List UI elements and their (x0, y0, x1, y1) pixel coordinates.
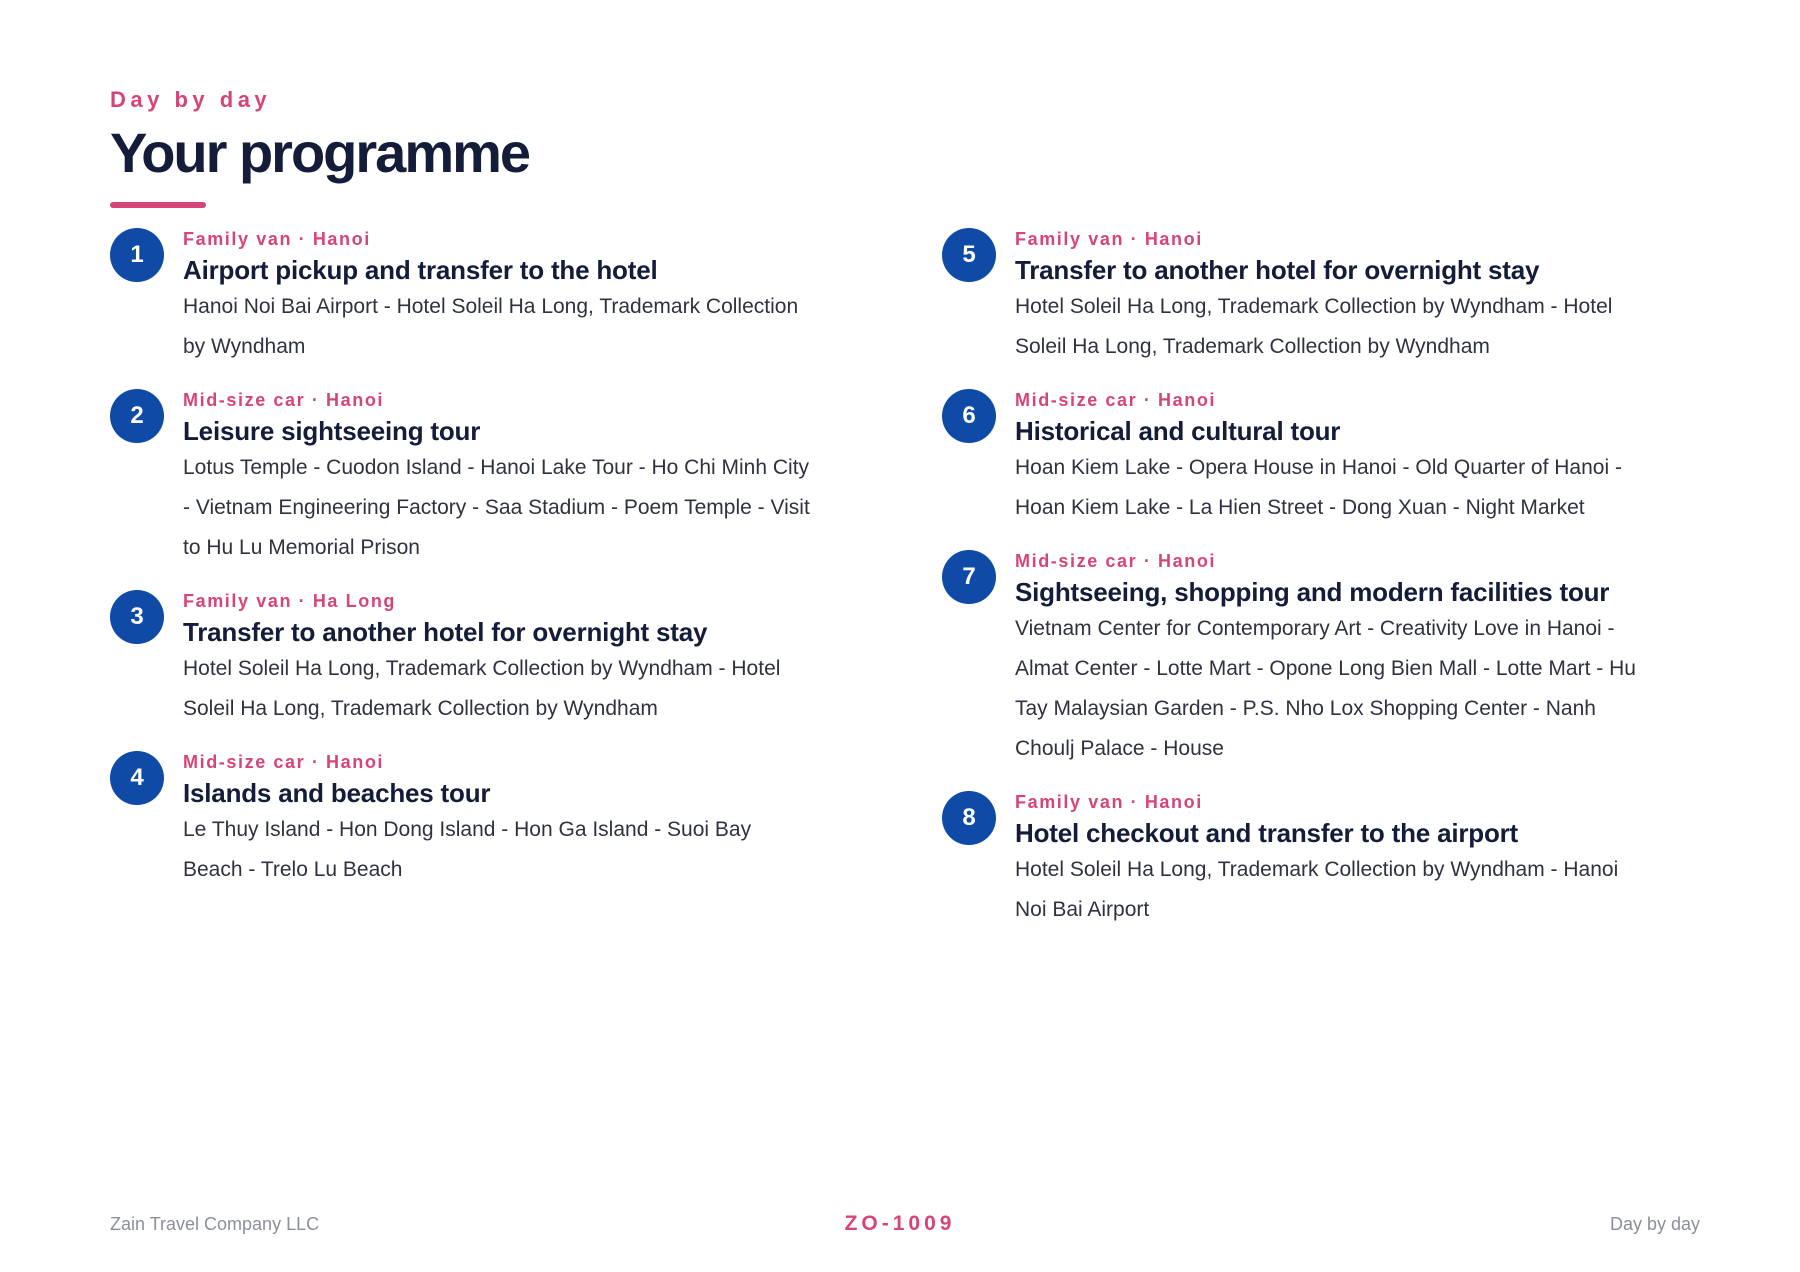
day-number-badge: 7 (942, 550, 996, 604)
day-title: Transfer to another hotel for overnight stay (183, 617, 708, 647)
day-title: Hotel checkout and transfer to the airport (1015, 818, 1519, 848)
page-title: Your programme (110, 121, 530, 184)
day-item-2 (110, 387, 810, 568)
day-title: Airport pickup and transfer to the hotel (183, 255, 658, 285)
day-route: Lotus Temple - Cuodon Island - Hanoi Lake Tour - Ho Chi Minh City - Vietnam Engineering Factory - Saa Stadium - Poem Temple - Visit to Hu Lu Memorial Prison (183, 456, 810, 559)
day-route: Hanoi Noi Bai Airport - Hotel Soleil Ha Long, Trademark Collection by Wyndham (183, 295, 799, 358)
day-route: Le Thuy Island - Hon Dong Island - Hon Ga Island - Suoi Bay Beach - Trelo Lu Beach (183, 818, 752, 881)
day-vehicle-location: Family van · Hanoi (1015, 792, 1203, 812)
day-route: Hotel Soleil Ha Long, Trademark Collection by Wyndham - Hotel Soleil Ha Long, Trademark Collection by Wyndham (1015, 295, 1613, 358)
day-item-7 (942, 548, 1642, 769)
day-title: Islands and beaches tour (183, 778, 491, 808)
day-title: Transfer to another hotel for overnight stay (1015, 255, 1540, 285)
day-vehicle-location: Family van · Ha Long (183, 591, 397, 611)
day-item-6 (942, 387, 1642, 528)
day-title: Leisure sightseeing tour (183, 416, 481, 446)
day-route: Hoan Kiem Lake - Opera House in Hanoi - Old Quarter of Hanoi - Hoan Kiem Lake - La Hien Street - Dong Xuan - Night Market (1015, 456, 1622, 519)
day-number-badge: 8 (942, 791, 996, 845)
day-title: Historical and cultural tour (1015, 416, 1341, 446)
day-item-3 (110, 588, 810, 729)
title-underline (110, 202, 206, 208)
day-number-badge: 2 (110, 389, 164, 443)
day-number-badge: 1 (110, 228, 164, 282)
day-route: Hotel Soleil Ha Long, Trademark Collection by Wyndham - Hotel Soleil Ha Long, Trademark Collection by Wyndham (183, 657, 781, 720)
day-number-badge: 6 (942, 389, 996, 443)
day-item-1 (110, 226, 810, 367)
day-title: Sightseeing, shopping and modern facilities tour (1015, 577, 1610, 607)
footer-section-label: Day by day (1609, 1214, 1700, 1234)
footer-company: Zain Travel Company LLC (110, 1214, 320, 1234)
day-vehicle-location: Mid-size car · Hanoi (1015, 390, 1217, 410)
section-eyebrow: Day by day (110, 87, 272, 112)
day-route: Vietnam Center for Contemporary Art - Creativity Love in Hanoi - Almat Center - Lotte Mart - Opone Long Bien Mall - Lotte Mart - Hu Tay Malaysian Garden - P.S. Nho Lox Shopping Center - Nanh Choulj Palace - House (1015, 617, 1636, 760)
day-item-4 (110, 749, 810, 890)
day-item-5 (942, 226, 1642, 367)
footer-reference-code: ZO-1009 (844, 1212, 956, 1235)
day-vehicle-location: Mid-size car · Hanoi (183, 390, 385, 410)
day-item-8 (942, 789, 1642, 930)
day-vehicle-location: Family van · Hanoi (1015, 229, 1203, 249)
day-vehicle-location: Mid-size car · Hanoi (183, 752, 385, 772)
itinerary-column-right (942, 226, 1642, 950)
page-header (110, 86, 529, 208)
day-number-badge: 5 (942, 228, 996, 282)
day-route: Hotel Soleil Ha Long, Trademark Collection by Wyndham - Hanoi Noi Bai Airport (1015, 858, 1619, 921)
day-number-badge: 4 (110, 751, 164, 805)
day-number-badge: 3 (110, 590, 164, 644)
day-vehicle-location: Mid-size car · Hanoi (1015, 551, 1217, 571)
itinerary-column-left (110, 226, 810, 910)
day-vehicle-location: Family van · Hanoi (183, 229, 371, 249)
